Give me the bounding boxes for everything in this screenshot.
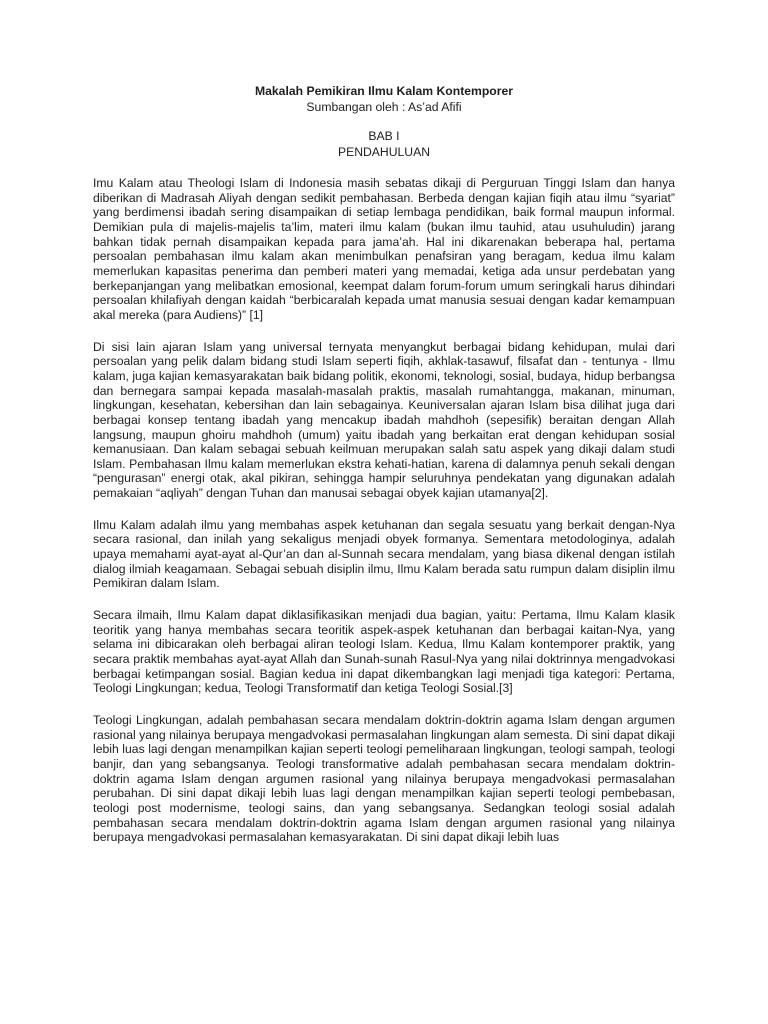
paragraph-5: Teologi Lingkungan, adalah pembahasan secara mendalam doktrin-doktrin agama Islam dengan argumen rasional yang nilainya berupaya mengadvokasi permasalahan lingkungan alam semesta. Di sini dapat dikaji lebih luas lagi dengan menampilkan kajian seperti teologi pemeliharaan lingkungan, teologi sampah, teologi banjir, dan yang sebangsanya. Teologi transformative adalah pembahasan secara mendalam doktrin-doktrin agama Islam dengan argumen rasional yang nilainya berupaya mengadvokasi permasalahan perubahan. Di sini dapat dikaji lebih luas lagi dengan menampilkan kajian seperti teologi pembebasan, teologi post modernisme, teologi sains, dan yang sebangsanya. Sedangkan teologi sosial adalah pembahasan secara mendalam doktrin-doktrin agama Islam dengan argumen rasional yang nilainya berupaya mengadvokasi permasalahan kemasyarakatan. Di sini dapat dikaji lebih luas bbox=[93, 713, 675, 845]
paragraph-2: Di sisi lain ajaran Islam yang universal ternyata menyangkut berbagai bidang kehidupan, mulai dari persoalan yang pelik dalam bidang studi Islam seperti fiqih, akhlak-tasawuf, filsafat dan - tentunya - Ilmu kalam, juga kajian kemasyarakatan baik bidang politik, ekonomi, teknologi, sosial, budaya, hidup berbangsa dan bernegara sampai kepada masalah-masalah praktis, masalah rumahtangga, makanan, minuman, lingkungan, kesehatan, kebersihan dan lain sebagainya. Keuniversalan ajaran Islam bisa dilihat juga dari berbagai konsep tentang ibadah yang mencakup ibadah mahdhoh (sepesifik) beraitan dengan Allah langsung, maupun ghoiru mahdhoh (umum) yaitu ibadah yang berkaitan erat dengan kehidupan sosial kemanusiaan. Dan kalam sebagai sebuah keilmuan merupakan salah satu aspek yang dikaji dalam studi Islam. Pembahasan Ilmu kalam memerlukan ekstra kehati-hatian, karena di dalamnya penuh sekali dengan “pengurasan” energi otak, akal pikiran, sehingga hampir seluruhnya pendekatan yang digunakan adalah pemakaian “aqliyah” dengan Tuhan dan manusai sebagai obyek kajian utamanya[2]. bbox=[93, 339, 675, 501]
chapter-heading bbox=[90, 129, 678, 160]
paragraph-4: Secara ilmaih, Ilmu Kalam dapat diklasifikasikan menjadi dua bagian, yaitu: Pertama, Ilmu Kalam klasik teoritik yang hanya membahas secara teoritik aspek-aspek ketuhanan dan berbagai kaitan-Nya, yang selama ini dibicarakan oleh berbagai aliran teologi Islam. Kedua, Ilmu Kalam kontemporer praktik, yang secara praktik membahas ayat-ayat Allah dan Sunah-sunah Rasul-Nya yang nilai doktrinnya mengadvokasi berbagai ketimpangan sosial. Bagian kedua ini dapat dikembangkan lagi menjadi tiga kategori: Pertama, Teologi Lingkungan; kedua, Teologi Transformatif dan ketiga Teologi Sosial.[3] bbox=[93, 608, 675, 696]
paragraph-1: Imu Kalam atau Theologi Islam di Indonesia masih sebatas dikaji di Perguruan Tinggi Islam dan hanya diberikan di Madrasah Aliyah dengan sedikit pembahasan. Berbeda dengan kajian fiqih atau ilmu “syariat” yang berdimensi ibadah sering disampaikan di setiap lembaga pendidikan, baik formal maupun informal. Demikian pula di majelis-majelis ta’lim, materi ilmu kalam (bukan ilmu tauhid, atau usuhuludin) jarang bahkan tidak pernah disampaikan kepada para jama’ah. Hal ini dikarenakan beberapa hal, pertama persoalan pembahasan ilmu kalam akan menimbulkan penafsiran yang beragam, kedua ilmu kalam memerlukan kapasitas penerima dan pemberi materi yang memadai, ketiga ada unsur perdebatan yang berkepanjangan yang melibatkan emosional, keempat dalam forum-forum umum seringkali harus dihindari persoalan khilafiyah dengan kaidah “berbicaralah kepada umat manusia sesuai dengan kadar kemampuan akal mereka (para Audiens)” [1] bbox=[93, 176, 675, 322]
chapter-label: BAB I bbox=[368, 129, 400, 143]
chapter-title: PENDAHULUAN bbox=[337, 144, 431, 159]
paragraph-3: Ilmu Kalam adalah ilmu yang membahas aspek ketuhanan dan segala sesuatu yang berkait dengan-Nya secara rasional, dan inilah yang sekaligus menjadi obyek formanya. Sementara metodologinya, adalah upaya memahami ayat-ayat al-Qur’an dan al-Sunnah secara mendalam, yang biasa dikenal dengan istilah dialog ilmiah keagamaan. Sebagai sebuah disiplin ilmu, Ilmu Kalam berada satu rumpun dalam disiplin ilmu Pemikiran dalam Islam. bbox=[93, 517, 675, 591]
document-header bbox=[90, 84, 678, 115]
document-body bbox=[93, 176, 675, 862]
document-subtitle: Sumbangan oleh : As’ad Afifi bbox=[306, 99, 462, 114]
document-title: Makalah Pemikiran Ilmu Kalam Kontemporer bbox=[254, 84, 514, 98]
